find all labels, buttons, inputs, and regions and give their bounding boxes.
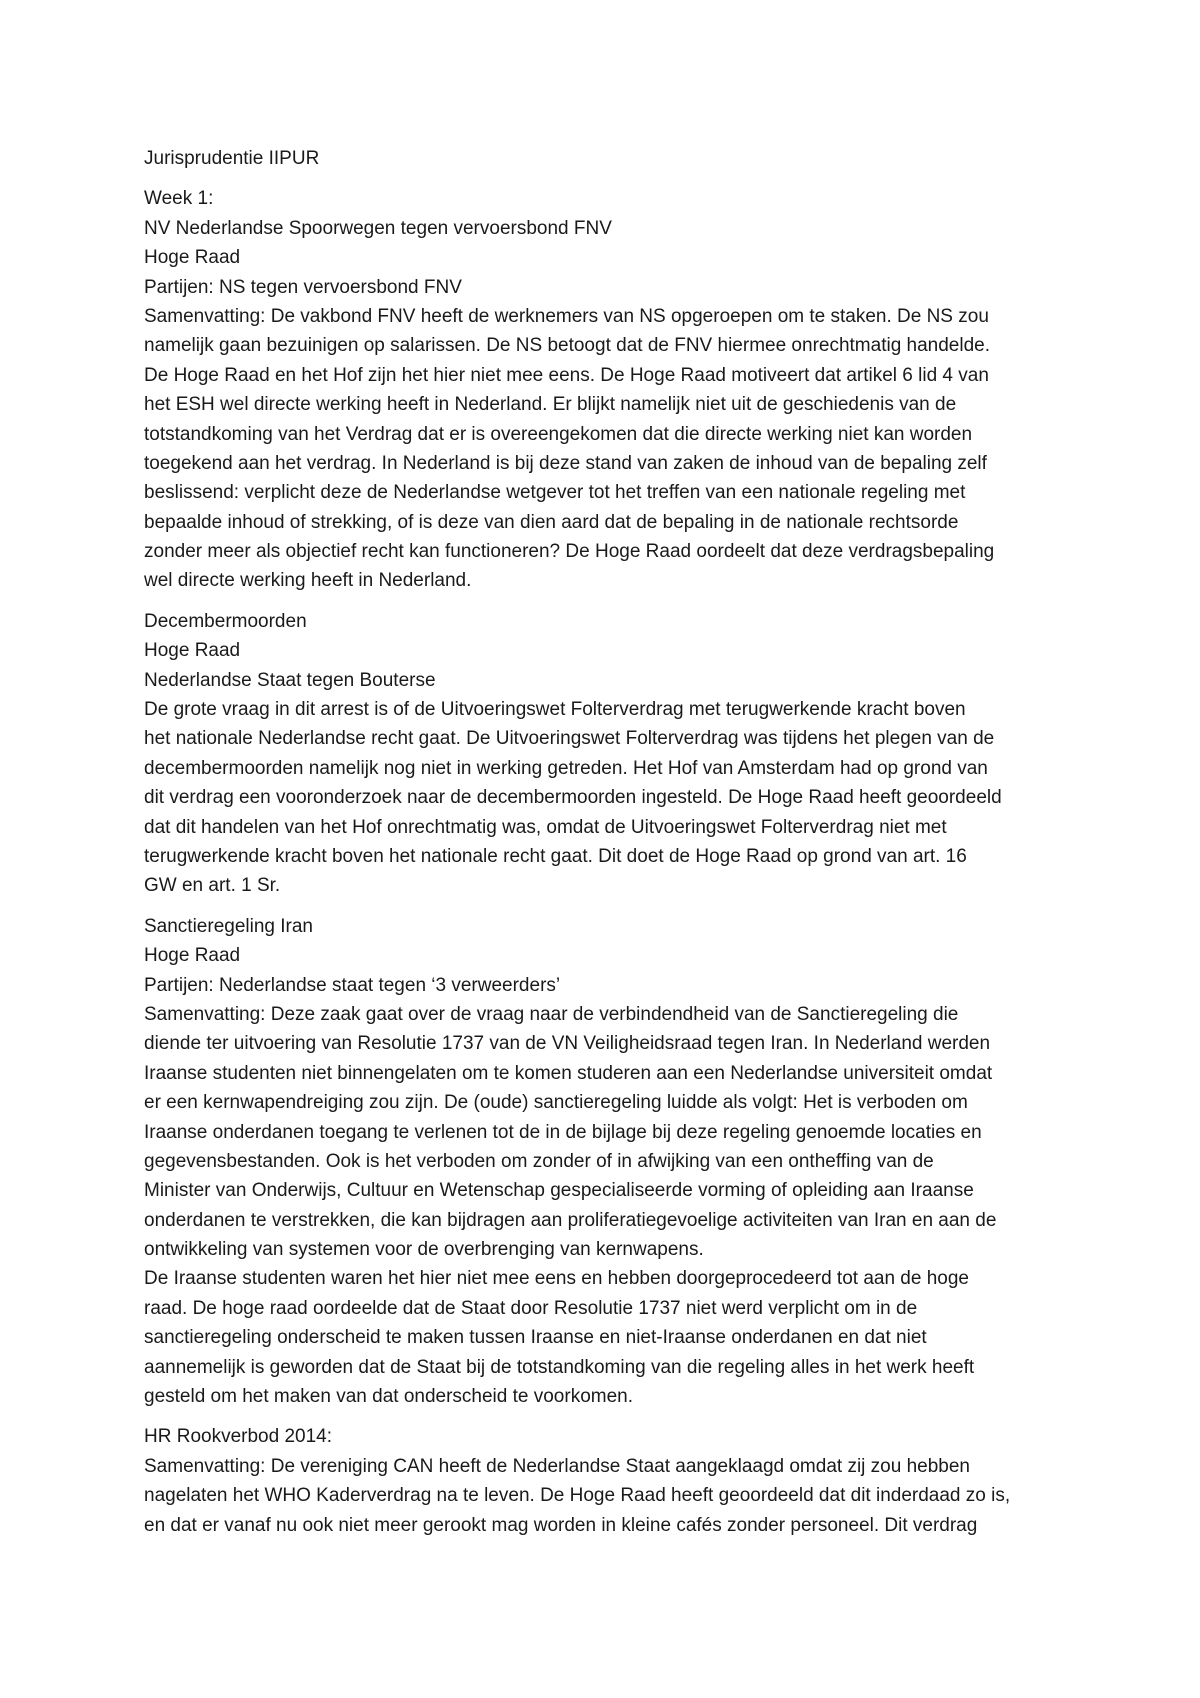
text-line: en dat er vanaf nu ook niet meer gerookt mag worden in kleine cafés zonder personeel. Dit verdrag <box>144 1514 978 1536</box>
text-line: diende ter uitvoering van Resolutie 1737 van de VN Veiligheidsraad tegen Iran. In Nederland werden <box>144 1033 991 1055</box>
text-line: Decembermoorden <box>144 610 307 632</box>
paragraph-gap <box>144 1411 1064 1422</box>
paragraph-gap <box>144 596 1064 607</box>
text-line: namelijk gaan bezuinigen op salarissen. De NS betoogt dat de FNV hiermee onrechtmatig handelde. <box>144 335 991 357</box>
text-line: Iraanse onderdanen toegang te verlenen tot de in de bijlage bij deze regeling genoemde locaties en <box>144 1121 982 1143</box>
text-line: toegekend aan het verdrag. In Nederland is bij deze stand van zaken de inhoud van de bepaling zelf <box>144 452 987 474</box>
text-line: wel directe werking heeft in Nederland. <box>144 570 472 592</box>
text-line: Nederlandse Staat tegen Bouterse <box>144 669 436 691</box>
case-section <box>144 607 1064 901</box>
text-line: nagelaten het WHO Kaderverdrag na te leven. De Hoge Raad heeft geoordeeld dat dit inderdaad zo is, <box>144 1485 1011 1507</box>
case-section <box>144 912 1064 1412</box>
text-line: onderdanen te verstrekken, die kan bijdragen aan proliferatiegevoelige activiteiten van Iran en aan de <box>144 1209 997 1231</box>
text-line: Partijen: NS tegen vervoersbond FNV <box>144 276 462 298</box>
text-line: NV Nederlandse Spoorwegen tegen vervoersbond FNV <box>144 217 612 239</box>
case-section <box>144 1422 1064 1540</box>
text-line: Hoge Raad <box>144 247 241 269</box>
text-line: totstandkoming van het Verdrag dat er is overeengekomen dat die directe werking niet kan worden <box>144 423 973 445</box>
text-line: er een kernwapendreiging zou zijn. De (oude) sanctieregeling luidde als volgt: Het is verboden om <box>144 1092 968 1114</box>
text-line: De grote vraag in dit arrest is of de Uitvoeringswet Folterverdrag met terugwerkende kracht boven <box>144 699 966 721</box>
text-line: het ESH wel directe werking heeft in Nederland. Er blijkt namelijk niet uit de geschiedenis van de <box>144 394 957 416</box>
text-line: Iraanse studenten niet binnengelaten om te komen studeren aan een Nederlandse universiteit omdat <box>144 1062 993 1084</box>
text-line: Hoge Raad <box>144 945 241 967</box>
text-line: Week 1: <box>144 188 214 210</box>
text-line: HR Rookverbod 2014: <box>144 1426 332 1448</box>
text-line: Partijen: Nederlandse staat tegen ‘3 verweerders’ <box>144 974 561 996</box>
text-line: bepaalde inhoud of strekking, of is deze van dien aard dat de bepaling in de nationale rechtsorde <box>144 511 959 533</box>
text-line: zonder meer als objectief recht kan functioneren? De Hoge Raad oordeelt dat deze verdragsbepaling <box>144 541 995 563</box>
text-line: gegevensbestanden. Ook is het verboden om zonder of in afwijking van een ontheffing van de <box>144 1150 934 1172</box>
text-line: Samenvatting: De vakbond FNV heeft de werknemers van NS opgeroepen om te staken. De NS zou <box>144 305 989 327</box>
text-line: Samenvatting: De vereniging CAN heeft de Nederlandse Staat aangeklaagd omdat zij zou hebben <box>144 1455 970 1477</box>
text-line: Sanctieregeling Iran <box>144 915 313 937</box>
text-line: ontwikkeling van systemen voor de overbrenging van kernwapens. <box>144 1239 704 1261</box>
text-line: GW en art. 1 Sr. <box>144 875 281 897</box>
text-line: Samenvatting: Deze zaak gaat over de vraag naar de verbindendheid van de Sanctieregeling die <box>144 1003 959 1025</box>
text-line: sanctieregeling onderscheid te maken tussen Iraanse en niet-Iraanse onderdanen en dat niet <box>144 1327 927 1349</box>
text-line: beslissend: verplicht deze de Nederlandse wetgever tot het treffen van een nationale regeling met <box>144 482 966 504</box>
sections-container <box>144 184 1064 1540</box>
paragraph-gap <box>144 901 1064 912</box>
text-line: decembermoorden namelijk nog niet in werking getreden. Het Hof van Amsterdam had op grond van <box>144 757 988 779</box>
text-line: het nationale Nederlandse recht gaat. De Uitvoeringswet Folterverdrag was tijdens het plegen van de <box>144 728 995 750</box>
document-body <box>144 144 1064 1540</box>
text-line: aannemelijk is geworden dat de Staat bij de totstandkoming van die regeling alles in het werk heeft <box>144 1356 975 1378</box>
text-line: De Iraanse studenten waren het hier niet mee eens en hebben doorgeprocedeerd tot aan de hoge <box>144 1268 969 1290</box>
text-line: Hoge Raad <box>144 640 241 662</box>
text-line: raad. De hoge raad oordeelde dat de Staat door Resolutie 1737 niet werd verplicht om in de <box>144 1297 918 1319</box>
text-line: De Hoge Raad en het Hof zijn het hier niet mee eens. De Hoge Raad motiveert dat artikel 6 lid 4 van <box>144 364 989 386</box>
case-section <box>144 184 1064 595</box>
text-line: terugwerkende kracht boven het nationale recht gaat. Dit doet de Hoge Raad op grond van art. 16 <box>144 845 967 867</box>
text-line: gesteld om het maken van dat onderscheid te voorkomen. <box>144 1386 634 1408</box>
text-line: dit verdrag een vooronderzoek naar de decembermoorden ingesteld. De Hoge Raad heeft geoordeeld <box>144 787 1002 809</box>
text-line: dat dit handelen van het Hof onrechtmatig was, omdat de Uitvoeringswet Folterverdrag niet met <box>144 816 947 838</box>
text-line: Minister van Onderwijs, Cultuur en Wetenschap gespecialiseerde vorming of opleiding aan Iraanse <box>144 1180 974 1202</box>
paragraph-gap <box>144 173 1064 184</box>
document-title: Jurisprudentie IIPUR <box>144 148 320 169</box>
